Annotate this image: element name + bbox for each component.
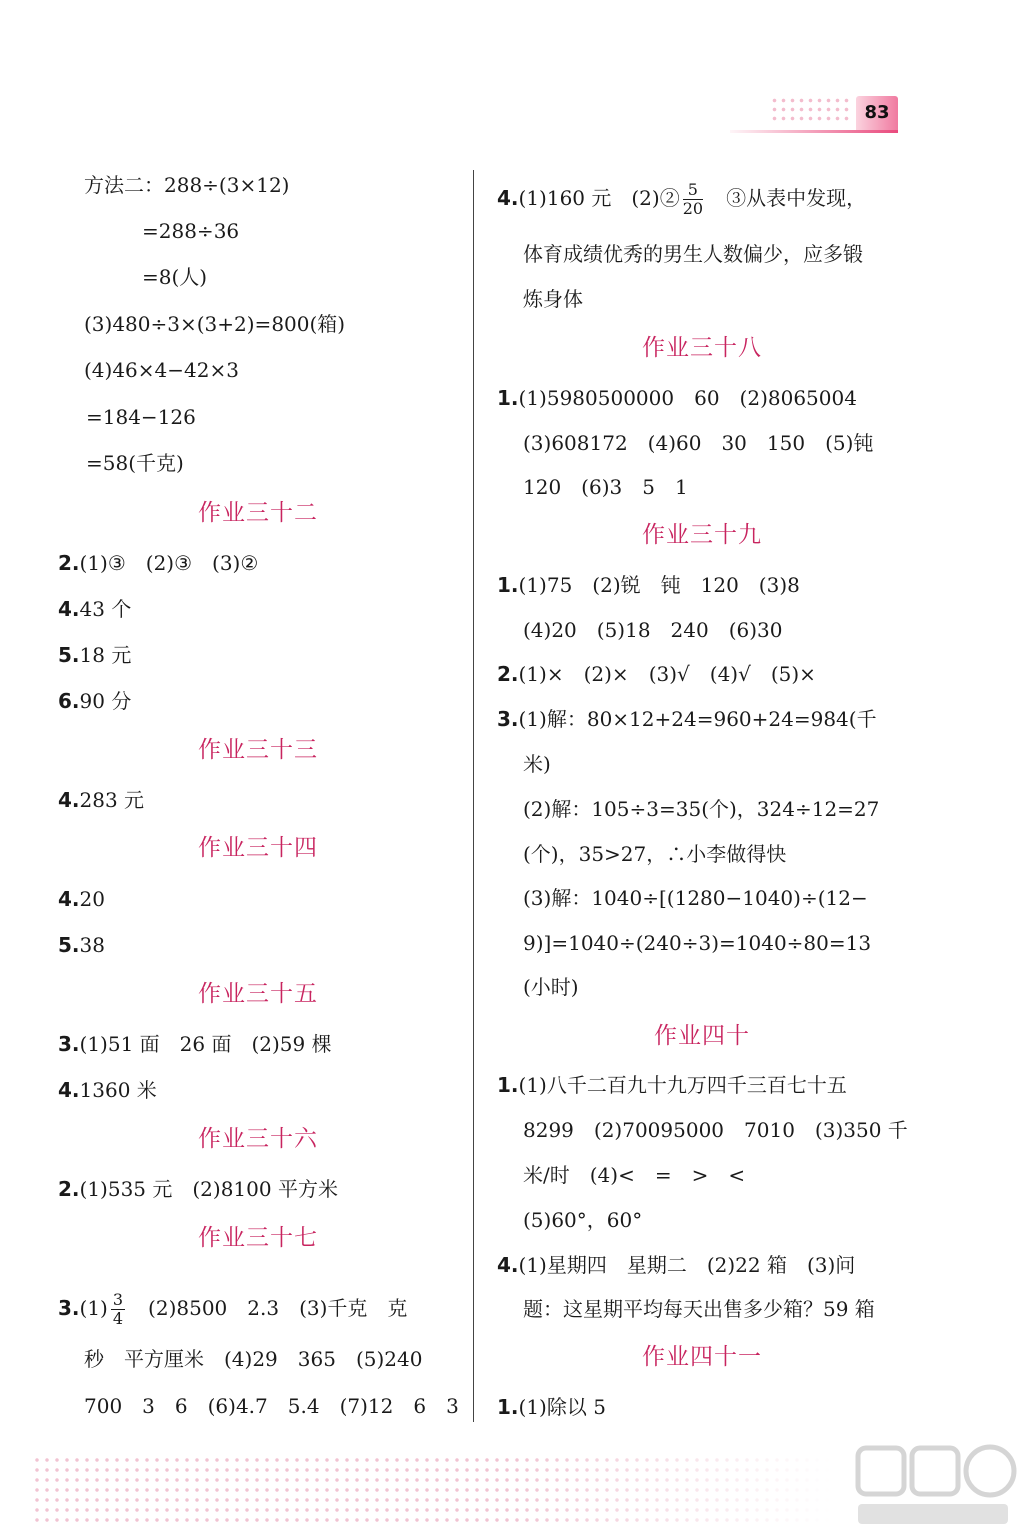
answer-line xyxy=(58,885,105,913)
answer-line xyxy=(497,705,877,733)
fraction xyxy=(683,181,703,218)
answer-line xyxy=(497,1071,847,1099)
question-number: 5. xyxy=(58,643,80,667)
answer-line: 体育成绩优秀的男生人数偏少，应多锻 xyxy=(523,242,863,266)
question-number: 4. xyxy=(497,1253,519,1277)
answer-text: (1)51 面 26 面 (2)59 棵 xyxy=(79,1032,332,1056)
question-number: 4. xyxy=(58,887,80,911)
answer-line: 方法二：288÷(3×12) xyxy=(84,173,290,197)
answer-line xyxy=(58,595,131,623)
section-heading: 作业三十八 xyxy=(642,335,762,361)
answer-line xyxy=(58,1030,332,1058)
answer-text: (1)八千二百九十九万四千三百七十五 xyxy=(518,1073,847,1097)
question-number: 5. xyxy=(58,933,80,957)
answer-line xyxy=(497,571,800,599)
question-number: 3. xyxy=(58,1032,80,1056)
answer-line: 炼身体 xyxy=(523,287,583,311)
question-number: 4. xyxy=(497,186,519,210)
answer-line xyxy=(497,1393,606,1421)
answer-line: 米/时 (4)< = > < xyxy=(523,1163,746,1187)
question-number: 4. xyxy=(58,1078,80,1102)
answer-line: (个)，35>27，∴小李做得快 xyxy=(523,842,787,866)
answer-text: (1)解：80×12+24=960+24=984(千 xyxy=(518,707,877,731)
question-number: 6. xyxy=(58,689,80,713)
answer-line: (3)480÷3×(3+2)=800(箱) xyxy=(84,312,346,336)
header-dot-pattern xyxy=(770,96,850,124)
answer-text: 1360 米 xyxy=(79,1078,157,1102)
page-number-tab xyxy=(856,96,898,130)
question-number: 1. xyxy=(497,1395,519,1419)
answer-text: (2)8500 2.3 (3)千克 克 xyxy=(128,1296,408,1320)
answer-line: =58(千克) xyxy=(86,451,184,475)
section-heading: 作业三十九 xyxy=(642,522,762,548)
answer-line: 700 3 6 (6)4.7 5.4 (7)12 6 3 xyxy=(84,1394,459,1418)
answer-text: ③从表中发现， xyxy=(706,186,867,210)
answer-text: 90 分 xyxy=(79,689,132,713)
answer-text: 283 元 xyxy=(79,788,145,812)
answer-line: (4)20 (5)18 240 (6)30 xyxy=(523,618,783,642)
section-heading: 作业三十六 xyxy=(198,1126,318,1152)
answer-line: 8299 (2)70095000 7010 (3)350 千 xyxy=(523,1118,908,1142)
fraction-denominator: 4 xyxy=(112,1309,124,1328)
answer-line: (3)608172 (4)60 30 150 (5)钝 xyxy=(523,431,874,455)
answer-line: 题：这星期平均每天出售多少箱？59 箱 xyxy=(523,1297,875,1321)
answer-line: =288÷36 xyxy=(142,219,240,243)
answer-line: 秒 平方厘米 (4)29 365 (5)240 xyxy=(84,1347,423,1371)
answer-text: (1)160 元 (2)② xyxy=(518,186,680,210)
answer-line: (5)60°，60° xyxy=(523,1208,643,1232)
watermark-logo xyxy=(850,1440,1020,1530)
answer-line: 120 (6)3 5 1 xyxy=(523,475,688,499)
section-heading: 作业三十七 xyxy=(198,1225,318,1251)
answer-text: (1)③ (2)③ (3)② xyxy=(79,551,259,575)
answer-line: (小时) xyxy=(523,975,579,999)
answer-line: (2)解：105÷3=35(个)，324÷12=27 xyxy=(523,797,880,821)
section-heading: 作业三十三 xyxy=(198,737,318,763)
answer-line xyxy=(497,1251,855,1279)
question-number: 1. xyxy=(497,573,519,597)
question-number: 3. xyxy=(497,707,519,731)
answer-text: (1)75 (2)锐 钝 120 (3)8 xyxy=(518,573,800,597)
answer-text: (1)535 元 (2)8100 平方米 xyxy=(79,1177,338,1201)
fraction xyxy=(111,1291,125,1328)
answer-text: (1)除以 5 xyxy=(518,1395,606,1419)
page-header xyxy=(730,92,900,136)
answer-line xyxy=(497,660,816,688)
answer-line xyxy=(497,384,857,412)
fraction-numerator: 5 xyxy=(683,181,703,200)
answer-text: (1)星期四 星期二 (2)22 箱 (3)问 xyxy=(518,1253,856,1277)
answer-line: =8(人) xyxy=(142,265,208,289)
section-heading: 作业四十一 xyxy=(642,1344,762,1370)
answer-line xyxy=(497,178,866,218)
fraction-denominator: 20 xyxy=(682,199,704,218)
answer-line: 米) xyxy=(523,752,551,776)
question-number: 4. xyxy=(58,597,80,621)
answer-line xyxy=(58,786,144,814)
answer-line: =184−126 xyxy=(86,405,196,429)
answer-line: 9)]=1040÷(240÷3)=1040÷80=13 xyxy=(523,931,872,955)
question-number: 2. xyxy=(58,1177,80,1201)
answer-line xyxy=(58,931,105,959)
section-heading: 作业四十 xyxy=(654,1023,750,1049)
answer-line: (3)解：1040÷[(1280−1040)÷(12− xyxy=(523,886,868,910)
fraction-numerator: 3 xyxy=(112,1290,124,1309)
answer-line xyxy=(58,1076,157,1104)
answer-text: 43 个 xyxy=(79,597,132,621)
answer-line: (4)46×4−42×3 xyxy=(84,358,239,382)
question-number: 2. xyxy=(58,551,80,575)
page-number: 83 xyxy=(864,102,890,123)
answer-line xyxy=(58,1175,338,1203)
header-rule xyxy=(730,130,898,133)
section-heading: 作业三十四 xyxy=(198,835,318,861)
question-number: 1. xyxy=(497,1073,519,1097)
answer-text: 18 元 xyxy=(79,643,132,667)
section-heading: 作业三十二 xyxy=(198,500,318,526)
column-divider xyxy=(473,170,474,1422)
question-number: 3. xyxy=(58,1296,80,1320)
answer-line xyxy=(58,641,131,669)
answer-text: (1) xyxy=(79,1296,108,1320)
answer-line xyxy=(58,549,258,577)
question-number: 1. xyxy=(497,386,519,410)
answer-text: 38 xyxy=(79,933,105,957)
answer-text: (1)× (2)× (3)√ (4)√ (5)× xyxy=(518,662,816,686)
question-number: 2. xyxy=(497,662,519,686)
question-number: 4. xyxy=(58,788,80,812)
answer-text: (1)5980500000 60 (2)8065004 xyxy=(518,386,857,410)
answer-line xyxy=(58,687,131,715)
answer-text: 20 xyxy=(79,887,105,911)
footer-dot-pattern xyxy=(32,1455,832,1523)
answer-line xyxy=(58,1288,407,1328)
section-heading: 作业三十五 xyxy=(198,981,318,1007)
